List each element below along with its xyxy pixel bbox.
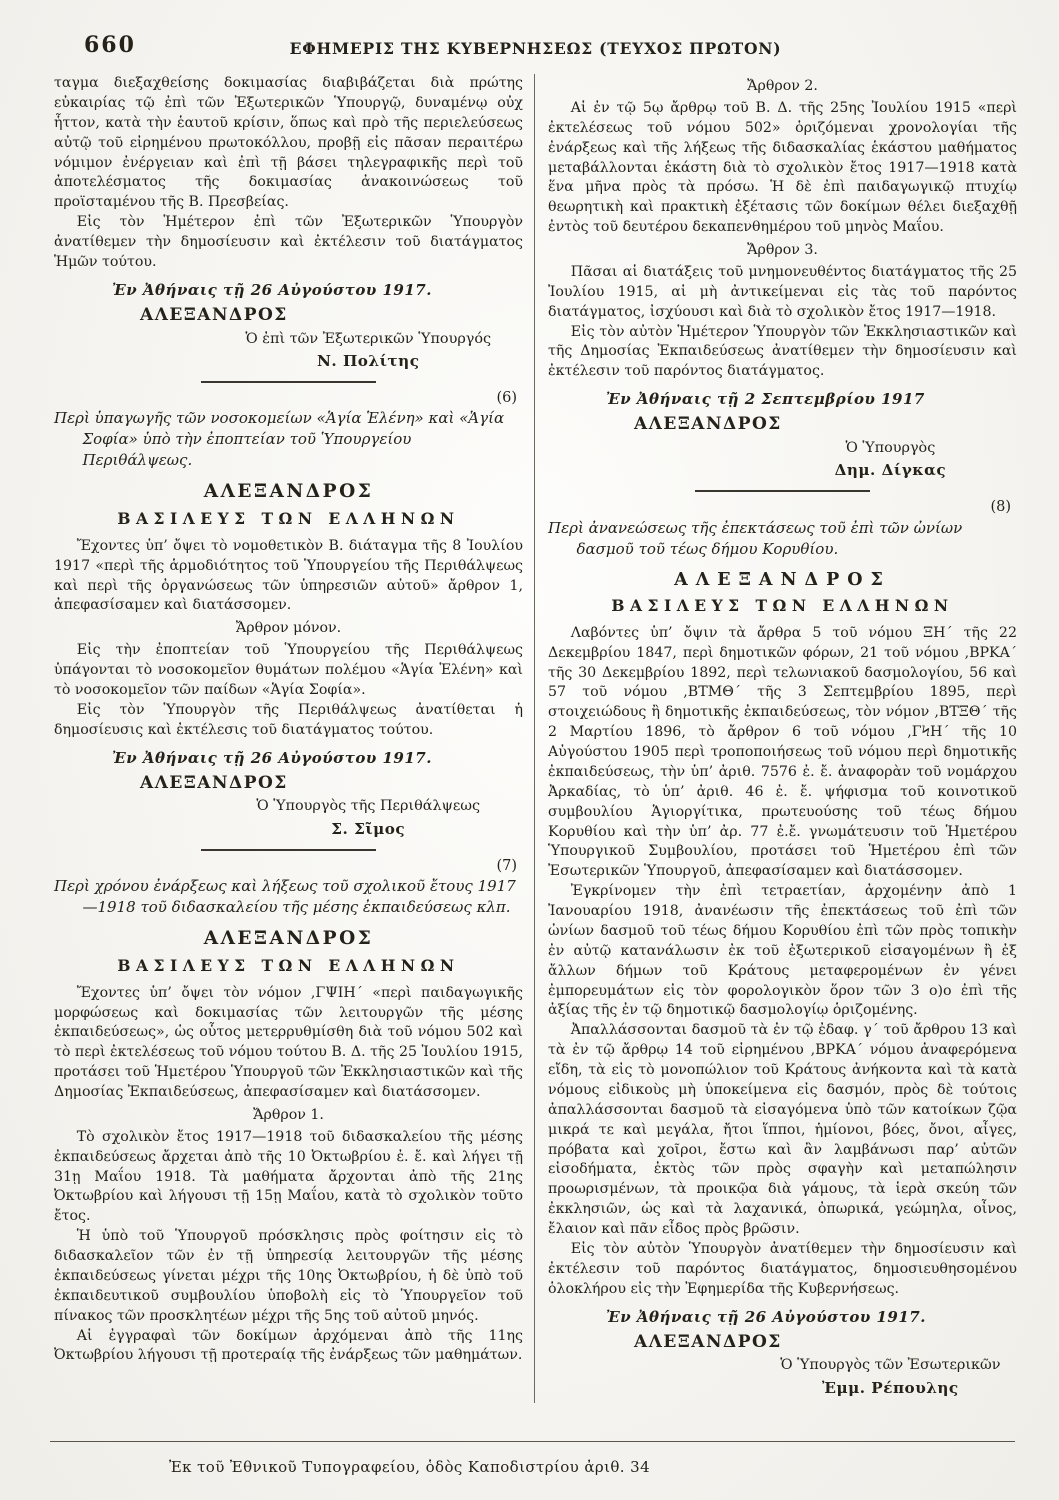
section-divider (201, 381, 376, 383)
page-header (54, 30, 1017, 74)
date-line: Ἐν Ἀθήναις τῇ 26 Αὐγούστου 1917. (112, 280, 432, 299)
signature-block (764, 1355, 1017, 1398)
page-number: 660 (84, 32, 136, 58)
signature-block (764, 438, 1017, 481)
section-number: (7) (496, 857, 517, 874)
paragraph: Αἱ ἐγγραφαὶ τῶν δοκίμων ἀρχόμεναι ἀπὸ τῆς 11ης Ὀκτωβρίου λήγουσι τῇ προτεραίᾳ τῆς ἐνάρξεως τῶν μαθημάτων. (54, 1327, 523, 1364)
signature-block (213, 329, 523, 372)
signature-name: Ἐμμ. Ρέπουλης (822, 1378, 959, 1397)
signature-role: Ὁ Ὑπουργὸς τῶν Ἐσωτερικῶν (780, 1357, 1001, 1374)
article-heading: Ἄρθρον 3. (747, 242, 818, 258)
article-heading: Ἄρθρον μόνον. (235, 620, 342, 637)
royal-signature: ΑΛΕΞΑΝΔΡΟΣ (140, 772, 288, 793)
paragraph: Ἔχοντες ὑπ’ ὄψει τὸ νομοθετικὸν Β. διάταγμα τῆς 8 Ἰουλίου 1917 «περὶ τῆς ἁρμοδιότητος τοῦ Ὑπουργείου τῆς Περιθάλψεως καὶ περὶ τῆς ὀργανώσεως τῶν ὑπηρεσιῶν αὐτοῦ» ἄρθρον 1, ἀπεφασίσαμεν καὶ διατάσσομεν. (54, 537, 523, 614)
masthead-title: ΕΦΗΜΕΡΙΣ ΤΗΣ ΚΥΒΕΡΝΗΣΕΩΣ (ΤΕΥΧΟΣ ΠΡΩΤΟΝ) (289, 39, 782, 58)
section-divider (695, 490, 870, 492)
royal-title-heading: ΒΑΣΙΛΕΥΣ ΤΩΝ ΕΛΛΗΝΩΝ (117, 509, 460, 529)
royal-title-heading: ΒΑΣΙΛΕΥΣ ΤΩΝ ΕΛΛΗΝΩΝ (117, 956, 460, 976)
paragraph: Εἰς τὸν Ὑπουργὸν τῆς Περιθάλψεως ἀνατίθεται ἡ δημοσίευσις καὶ ἐκτέλεσις τοῦ διατάγματος τούτου. (54, 701, 523, 738)
section-number: (6) (496, 389, 517, 406)
section-title: Περὶ χρόνου ἐνάρξεως καὶ λήξεως τοῦ σχολικοῦ ἔτους 1917—1918 τοῦ διδασκαλείου τῆς μέσης ἐκπαιδεύσεως κλπ. (54, 877, 516, 917)
royal-signature: ΑΛΕΞΑΝΔΡΟΣ (634, 1331, 782, 1352)
section-title: Περὶ ἀνανεώσεως τῆς ἐπεκτάσεως τοῦ ἐπὶ τῶν ὠνίων δασμοῦ τοῦ τέως δήμου Κορυθίου. (548, 518, 963, 558)
article-heading: Ἄρθρον 2. (747, 78, 818, 94)
signature-role: Ὁ Ὑπουργὸς τῆς Περιθάλψεως (256, 798, 481, 815)
section-divider (201, 849, 376, 851)
royal-name-heading: ΑΛΕΞΑΝΔΡΟΣ (203, 928, 374, 950)
paragraph: Εἰς τὴν ἐποπτείαν τοῦ Ὑπουργείου τῆς Περιθάλψεως ὑπάγονται τὸ νοσοκομεῖον θυμάτων πολέμου «Ἁγία Ἑλένη» καὶ τὸ νοσοκομεῖον τῶν παίδων «Ἁγία Σοφία». (54, 642, 523, 698)
signature-role: Ὁ ἐπὶ τῶν Ἐξωτερικῶν Ὑπουργός (245, 330, 492, 347)
paragraph: Ἡ ὑπὸ τοῦ Ὑπουργοῦ πρόσκλησις πρὸς φοίτησιν εἰς τὸ διδασκαλεῖον τῶν ἐν τῇ ὑπηρεσίᾳ λειτουργῶν τῆς μέσης ἐκπαιδεύσεως γίνεται μέχρι τῆς 10ης Ὀκτωβρίου, ἡ δὲ ὑπὸ τοῦ ἐκπαιδευτικοῦ συμβουλίου ὑποβολὴ εἰς τὸ Ὑπουργεῖον τοῦ πίνακος τῶν προσκλητέων μέχρι τῆς 5ης τοῦ αὐτοῦ μηνός. (54, 1228, 523, 1324)
section-title: Περὶ ὑπαγωγῆς τῶν νοσοκομείων «Ἁγία Ἑλένη» καὶ «Ἁγία Σοφία» ὑπὸ τὴν ἐποπτείαν τοῦ Ὑπουργείου Περιθάλψεως. (54, 409, 505, 470)
article-heading: Ἄρθρον 1. (253, 1106, 324, 1123)
paragraph: Ἀπαλλάσσονται δασμοῦ τὰ ἐν τῷ ἐδαφ. γ΄ τοῦ ἄρθρου 13 καὶ τὰ ἐν τῷ ἄρθρῳ 14 τοῦ εἰρημένου ,ΒΡΚΑ΄ νόμου ἀναφερόμενα εἴδη, τὰ εἰς τὸ μονοπώλιον τοῦ Κράτους ἀνήκοντα καὶ τὰ κατὰ νόμους εἰδικοὺς μὴ ὑποκείμενα εἰς δασμόν, πρὸς δὲ τούτοις ἀπαλλάσσονται δασμοῦ τὰ εἰσαγόμενα ὑπὸ τῶν κατοίκων ζῷα μικρά τε καὶ μεγάλα, ἤτοι ἵπποι, ἡμίονοι, βόες, ὄνοι, αἶγες, πρόβατα καὶ χοῖροι, ἔστω καὶ ἂν λαμβάνωσι παρ’ αὐτῶν εἰσοδήματα, ἐκτὸς τῶν πρὸς σφαγὴν καὶ μεταπώλησιν προωρισμένων, τὰ προικῷα διὰ γάμους, τὰ ἱερὰ σκεύη τῶν ἐκκλησιῶν, ὡς καὶ τὰ λαχανικά, ὀπωρικά, γεώμηλα, οἶνος, ἔλαιον καὶ πᾶν εἶδος πρὸς βρῶσιν. (548, 1022, 1017, 1238)
paragraph: Ἔχοντες ὑπ’ ὄψει τὸν νόμον ,ΓΨΙΗ΄ «περὶ παιδαγωγικῆς μορφώσεως καὶ δοκιμασίας τῶν λειτουργῶν τῆς μέσης ἐκπαιδεύσεως», ὡς οὗτος μετερρυθμίσθη διὰ τοῦ νόμου 502 καὶ τὸ περὶ ἐκτελέσεως τοῦ νόμου τούτου Β. Δ. τῆς 25 Ἰουλίου 1915, προτάσει τοῦ Ἡμετέρου Ὑπουργοῦ τῶν Ἐκκλησιαστικῶν καὶ τῆς Δημοσίας Ἐκπαιδεύσεως, ἀπεφασίσαμεν καὶ διατάσσομεν. (54, 984, 523, 1101)
paragraph: Εἰς τὸν αὐτὸν Ἡμέτερον Ὑπουργὸν τῶν Ἐκκλησιαστικῶν καὶ τῆς Δημοσίας Ἐκπαιδεύσεως ἀνατίθεμεν τὴν δημοσίευσιν καὶ ἐκτέλεσιν τοῦ παρόντος διατάγματος. (548, 323, 1017, 380)
paragraph: Εἰς τὸν Ἡμέτερον ἐπὶ τῶν Ἐξωτερικῶν Ὑπουργὸν ἀνατίθεμεν τὴν δημοσίευσιν καὶ ἐκτέλεσιν τοῦ διατάγματος Ἡμῶν τούτου. (54, 214, 523, 270)
page-footer (0, 1441, 1059, 1476)
paragraph: Ἐγκρίνομεν τὴν ἐπὶ τετραετίαν, ἀρχομένην ἀπὸ 1 Ἰανουαρίου 1918, ἀνανέωσιν τῆς ἐπεκτάσεως τοῦ ἐπὶ τῶν ὠνίων δασμοῦ τοῦ τέως δήμου Κορυθίου ἐπὶ τῶν πρὸς τοπικὴν ἐν αὐτῷ κατανάλωσιν ἐκ τοῦ ἐξωτερικοῦ εἰσαγομένων ἢ ἐξ ἄλλων δήμων τοῦ Κράτους μεταφερομένων ἐν γένει ἐμπορευμάτων εἰς τὸν φορολογικὸν ὅρον τῶν 3 ο)ο ἐπὶ τῆς ἀξίας τῆς ἐν τῷ δημοτικῷ δασμολογίῳ ὁριζομένης. (548, 883, 1017, 1019)
date-line: Ἐν Ἀθήναις τῇ 26 Αὐγούστου 1917. (606, 1307, 926, 1326)
paragraph: Αἱ ἐν τῷ 5ῳ ἄρθρῳ τοῦ Β. Δ. τῆς 25ης Ἰουλίου 1915 «περὶ ἐκτελέσεως τοῦ νόμου 502» ὁριζόμεναι χρονολογίαι τῆς ἐνάρξεως καὶ τῆς λήξεως τῆς διδασκαλίας ἑκάστου μαθήματος μεταβάλλονται ἑκάστη διὰ τὸ σχολικὸν ἔτος 1917—1918 κατὰ ἕνα μῆνα πρὸς τὰ πρόσω. Ἡ δὲ ἐπὶ παιδαγωγικῷ πτυχίῳ θεωρητικὴ καὶ πρακτικὴ ἐξέτασις τῶν δοκίμων θέλει διεξαχθῇ ἐντὸς τοῦ δευτέρου δεκαπενθημέρου τοῦ μηνὸς Μαΐου. (548, 99, 1017, 236)
paragraph: Τὸ σχολικὸν ἔτος 1917—1918 τοῦ διδασκαλείου τῆς μέσης ἐκπαιδεύσεως ἄρχεται ἀπὸ τῆς 10 Ὀκτωβρίου ἐ. ἔ. καὶ λήγει τῇ 31ῃ Μαΐου 1918. Τὰ μαθήματα ἄρχονται ἀπὸ τῆς 21ης Ὀκτωβρίου καὶ λήγουσι τῇ 15ῃ Μαΐου, κατὰ τὸ σχολικὸν τοῦτο ἔτος. (54, 1128, 523, 1225)
royal-name-heading: ΑΛΕΞΑΝΔΡΟΣ (674, 569, 891, 590)
signature-name: Δημ. Δίγκας (834, 461, 947, 480)
section-number: (8) (990, 499, 1011, 516)
date-line: Ἐν Ἀθήναις τῇ 2 Σεπτεμβρίου 1917 (606, 390, 925, 409)
text-columns (54, 74, 1017, 1403)
signature-name: Σ. Σῖμος (331, 819, 406, 838)
royal-signature: ΑΛΕΞΑΝΔΡΟΣ (140, 304, 288, 325)
signature-block (213, 796, 523, 839)
date-line: Ἐν Ἀθήναις τῇ 26 Αὐγούστου 1917. (112, 748, 432, 767)
paragraph: Λαβόντες ὑπ’ ὄψιν τὰ ἄρθρα 5 τοῦ νόμου ΞΗ΄ τῆς 22 Δεκεμβρίου 1847, περὶ δημοτικῶν φόρων, 21 τοῦ νόμου ,ΒΡΚΑ΄ τῆς 30 Δεκεμβρίου 1892, περὶ τελωνιακοῦ δασμολογίου, 56 καὶ 57 τοῦ νόμου ,ΒΤΜΘ΄ τῆς 3 Σεπτεμβρίου 1895, περὶ στοιχειώδους ἢ δημοτικῆς ἐκπαιδεύσεως, τὸν νόμον ,ΒΤΞΘ΄ τῆς 2 Μαρτίου 1896, τὸ ἄρθρον 6 τοῦ νόμου ,ΓϞΗ΄ τῆς 10 Αὐγούστου 1905 περὶ τροποποιήσεως τοῦ νόμου περὶ δημοτικῆς ἐκπαιδεύσεως, τὴν ὑπ’ ἀριθ. 7576 ἐ. ἔ. ἀναφορὰν τοῦ νομάρχου Ἀρκαδίας, τὸ ὑπ’ ἀριθ. 46 ἐ. ἔ. ψήφισμα τοῦ κοινοτικοῦ συμβουλίου Ἁγιοργίτικα, πρωτευούσης τοῦ τέως δήμου Κορυθίου καὶ τὴν ὑπ’ ἀρ. 77 ἐ.ἔ. γνωμάτευσιν τοῦ Ἡμετέρου Ὑπουργικοῦ Συμβουλίου, προτάσει τοῦ Ἡμετέρου ἐπὶ τῶν Ἐσωτερικῶν Ὑπουργοῦ, ἀπεφασίσαμεν καὶ διατάσσομεν. (548, 624, 1017, 880)
signature-name: Ν. Πολίτης (317, 351, 420, 370)
royal-title-heading: ΒΑΣΙΛΕΥΣ ΤΩΝ ΕΛΛΗΝΩΝ (611, 596, 954, 616)
paragraph: ταγμα διεξαχθείσης δοκιμασίας διαβιβάζεται διὰ πρώτης εὐκαιρίας τῷ ἐπὶ τῶν Ἐξωτερικῶν Ὑπουργῷ, δυναμένῳ οὐχ ἧττον, κατὰ τὴν ἑαυτοῦ κρίσιν, ὅπως καὶ πρὸ τῆς περιελεύσεως αὐτῷ τοῦ εἰρημένου πρωτοκόλλου, προβῇ εἰς πᾶσαν περαιτέρω νόμιμον ἐνέργειαν καὶ ἐπὶ τῇ βάσει τηλεγραφικῆς περὶ τοῦ ἀποτελέσματος τῆς δοκιμασίας ἀνακοινώσεως τοῦ προϊσταμένου τῆς Β. Πρεσβείας. (54, 75, 523, 211)
royal-name-heading: ΑΛΕΞΑΝΔΡΟΣ (203, 481, 374, 503)
paragraph: Πᾶσαι αἱ διατάξεις τοῦ μνημονευθέντος διατάγματος τῆς 25 Ἰουλίου 1915, αἱ μὴ ἀντικείμεναι εἰς τὰς τοῦ παρόντος διατάγματος, ἰσχύουσι καὶ διὰ τὸ σχολικὸν ἔτος 1917—1918. (548, 263, 1017, 320)
footer-rule (50, 1441, 1015, 1442)
imprint-line: Ἐκ τοῦ Ἐθνικοῦ Τυπογραφείου, ὁδὸς Καποδιστρίου ἀριθ. 34 (168, 1458, 651, 1476)
paragraph: Εἰς τὸν αὐτὸν Ὑπουργὸν ἀνατίθεμεν τὴν δημοσίευσιν καὶ ἐκτέλεσιν τοῦ παρόντος διατάγματος, δημοσιευθησομένου ὁλοκλήρου εἰς τὴν Ἐφημερίδα τῆς Κυβερνήσεως. (548, 1240, 1017, 1297)
signature-role: Ὁ Ὑπουργὸς (845, 439, 936, 456)
royal-signature: ΑΛΕΞΑΝΔΡΟΣ (634, 414, 782, 435)
left-column (54, 74, 534, 1403)
right-column (534, 74, 1017, 1403)
